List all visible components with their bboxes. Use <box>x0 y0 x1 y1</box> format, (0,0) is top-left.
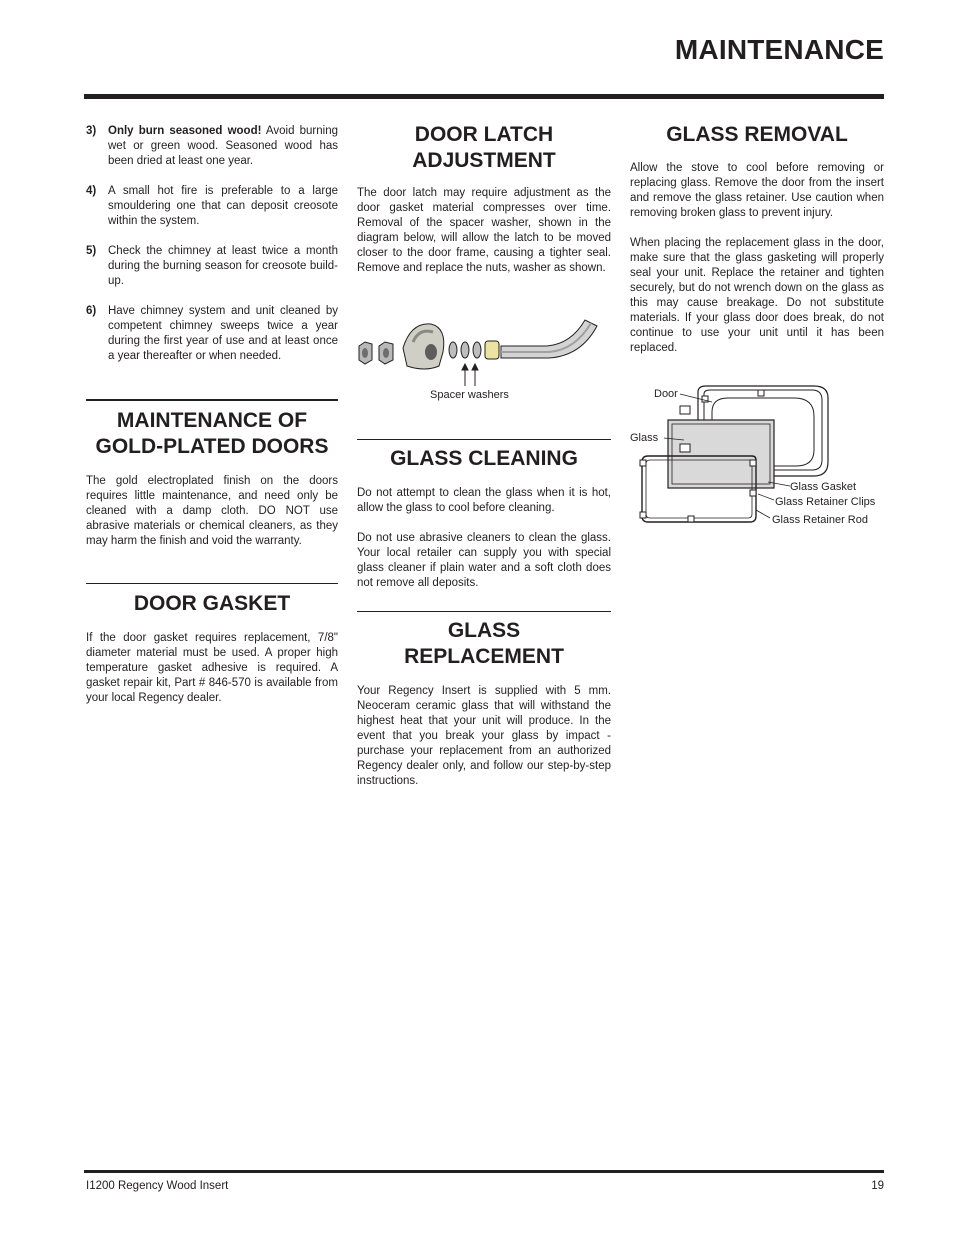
spacer-washer-icon <box>485 341 499 359</box>
list-text <box>108 124 338 169</box>
list-number: 4) <box>86 185 97 197</box>
washer-icon <box>461 342 469 358</box>
footer-page-number: 19 <box>871 1180 884 1192</box>
glass-cleaning-para2: Do not use abrasive cleaners to clean the glass. Your local retailer can supply you with special glass cleaner if plain water and a soft cloth does not remove all deposits. <box>357 532 611 589</box>
washer-icon <box>473 342 481 358</box>
list-number: 5) <box>86 245 97 257</box>
heading-line: ADJUSTMENT <box>412 149 556 172</box>
heading-line: DOOR LATCH <box>414 123 554 146</box>
top-rule <box>84 94 884 99</box>
list-item <box>86 124 338 169</box>
list-item <box>86 244 338 289</box>
glass-replacement-section <box>357 611 611 804</box>
glass-removal-para1: Allow the stove to cool before removing or replacing glass. Remove the door from the insert and remove the glass retainer. Use caution when removing broken glass to prevent injury. <box>630 162 884 219</box>
section-divider <box>86 399 338 401</box>
list-text: Have chimney system and unit cleaned by competent chimney sweeps twice a year during the first year of use and at least once a year thereafter or when needed. <box>108 305 338 362</box>
glass-removal-diagram <box>628 382 886 530</box>
retainer-rod-label: Glass Retainer Rod <box>772 514 868 526</box>
nut-icon <box>379 342 393 364</box>
list-number: 3) <box>86 125 97 137</box>
arrow-icon <box>462 364 478 386</box>
glass-cleaning-section <box>357 439 611 606</box>
latch-rod-icon <box>501 320 597 358</box>
glass-cleaning-para1: Do not attempt to clean the glass when it is hot, allow the glass to cool before cleaning. <box>357 487 611 514</box>
glass-gasket-label: Glass Gasket <box>790 481 857 493</box>
door-gasket-heading: DOOR GASKET <box>133 592 291 615</box>
gold-doors-heading <box>86 408 338 460</box>
heading-line: MAINTENANCE OF <box>116 409 308 432</box>
nut-icon <box>359 342 372 364</box>
glass-removal-heading: GLASS REMOVAL <box>666 123 848 146</box>
section-divider <box>86 583 338 584</box>
door-latch-body: The door latch may require adjustment as the door gasket material compresses over time. Removal of the spacer washer, shown in the diagram below, will allow the latch to be moved closer to the door frame, causing a tighter seal. Remove and replace the nuts, washer as shown. <box>357 187 611 274</box>
page-title: MAINTENANCE <box>674 34 884 65</box>
glass-replacement-heading <box>357 618 611 670</box>
list-text: A small hot fire is preferable to a large smouldering one that can deposit creosote within the system. <box>108 185 338 227</box>
bottom-rule <box>84 1170 884 1173</box>
gold-doors-section <box>86 399 338 564</box>
list-number: 6) <box>86 305 97 317</box>
list-item <box>86 184 338 229</box>
gold-doors-body: The gold electroplated finish on the doors requires little maintenance, and need only be cleaned with a damp cloth. DO NOT use abrasive materials or chemical cleaners, as they may harm the finish and void the warranty. <box>86 475 338 547</box>
door-latch-heading <box>357 122 611 174</box>
section-divider <box>357 611 611 612</box>
washer-icon <box>449 342 457 358</box>
door-latch-section <box>357 122 611 291</box>
door-label: Door <box>654 388 678 400</box>
glass-label: Glass <box>630 432 659 444</box>
door-gasket-body: If the door gasket requires replacement, 7/8" diameter material must be used. A proper high temperature gasket adhesive is required. A gasket repair kit, Part # 846-570 is available from your local Regency dealer. <box>86 632 338 704</box>
spacer-washers-label: Spacer washers <box>430 389 509 401</box>
glass-removal-section <box>630 122 884 371</box>
door-gasket-section <box>86 583 338 721</box>
footer-product-name: I1200 Regency Wood Insert <box>86 1180 229 1192</box>
heading-line: GOLD-PLATED DOORS <box>95 435 329 458</box>
glass-cleaning-heading: GLASS CLEANING <box>390 447 578 470</box>
list-bold-text: Only burn seasoned wood! <box>108 125 262 137</box>
latch-cam-icon <box>403 324 444 369</box>
glass-replacement-body: Your Regency Insert is supplied with 5 mm. Neoceram ceramic glass that will withstand the highest heat that your unit will produce. In the event that you break your glass by impact - purchase your replacement from an authorized Regency dealer only, and follow our step-by-step instructions. <box>357 685 611 787</box>
glass-panel-icon <box>668 420 774 488</box>
latch-diagram <box>355 308 605 404</box>
column-1 <box>86 124 338 379</box>
list-text: Check the chimney at least twice a month during the burning season for creosote build-up. <box>108 245 338 287</box>
retainer-clips-label: Glass Retainer Clips <box>775 496 876 508</box>
list-rest-text: Avoid burning wet or green wood. Seasoned wood has been dried at least one year. <box>108 125 338 167</box>
heading-line: REPLACEMENT <box>404 645 564 668</box>
glass-removal-para2: When placing the replacement glass in the door, make sure that the glass gasketing will properly seal your unit. Replace the retainer and tighten securely, but do not wrench down on the glass as this may cause breakage. Do not substitute materials. If your glass door does break, do not continue to use your unit until it has been replaced. <box>630 237 884 354</box>
section-divider <box>357 439 611 440</box>
heading-line: GLASS <box>447 619 521 642</box>
list-item <box>86 304 338 364</box>
